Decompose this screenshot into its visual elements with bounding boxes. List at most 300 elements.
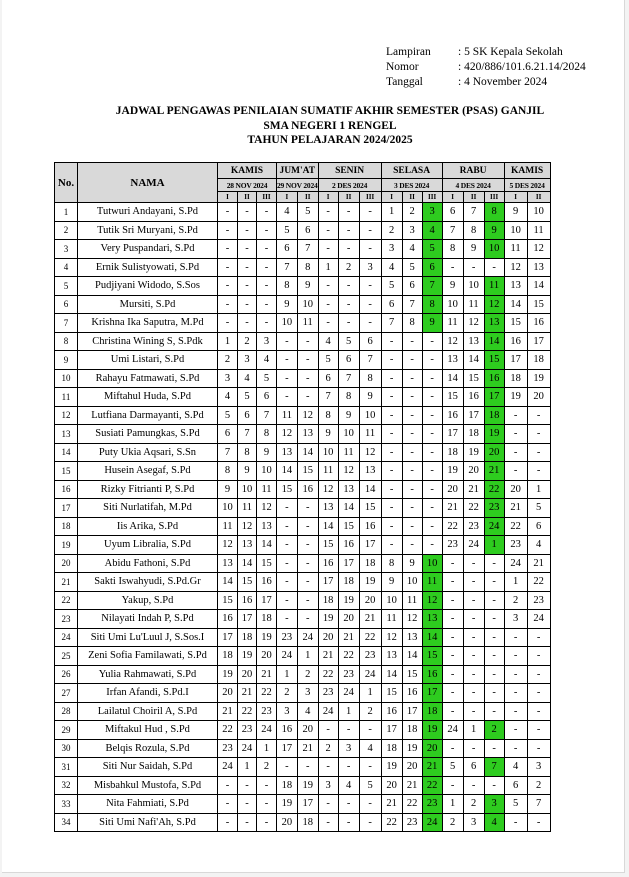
room-cell: 24 <box>463 536 484 555</box>
room-cell: - <box>218 795 238 814</box>
room-cell: 23 <box>277 628 298 647</box>
room-cell: - <box>422 517 442 536</box>
table-row <box>55 369 551 388</box>
room-cell: 24 <box>359 665 381 684</box>
room-cell: - <box>257 314 277 333</box>
room-cell: 20 <box>218 684 238 703</box>
room-cell: - <box>218 240 238 259</box>
room-cell: 3 <box>238 351 257 370</box>
room-cell: 20 <box>257 647 277 666</box>
room-cell: 19 <box>297 776 318 795</box>
room-cell: 19 <box>238 647 257 666</box>
room-cell: 14 <box>422 628 442 647</box>
row-number: 9 <box>55 351 78 370</box>
room-cell: 16 <box>297 480 318 499</box>
room-cell: 16 <box>381 702 402 721</box>
room-cell: 6 <box>402 277 422 296</box>
room-cell: 3 <box>463 813 484 832</box>
row-number: 20 <box>55 554 78 573</box>
room-cell: 10 <box>297 295 318 314</box>
room-cell: 4 <box>484 813 504 832</box>
date-header: 5 DES 2024 <box>504 179 550 192</box>
row-number: 7 <box>55 314 78 333</box>
room-cell: - <box>527 425 550 444</box>
room-cell: - <box>218 314 238 333</box>
room-cell: - <box>297 369 318 388</box>
room-cell: 9 <box>381 573 402 592</box>
room-cell: 3 <box>359 258 381 277</box>
room-cell: - <box>257 258 277 277</box>
room-cell: - <box>504 721 527 740</box>
room-cell: 23 <box>442 536 463 555</box>
room-cell: - <box>527 647 550 666</box>
room-cell: 16 <box>484 369 504 388</box>
room-cell: 16 <box>504 332 527 351</box>
room-cell: - <box>463 665 484 684</box>
room-cell: 16 <box>463 388 484 407</box>
room-cell: 13 <box>422 610 442 629</box>
room-cell: 21 <box>442 499 463 518</box>
room-cell: 6 <box>422 258 442 277</box>
room-cell: 24 <box>422 813 442 832</box>
room-cell: - <box>277 369 298 388</box>
room-cell: - <box>381 425 402 444</box>
row-number: 31 <box>55 758 78 777</box>
room-cell: 20 <box>442 480 463 499</box>
row-number: 22 <box>55 591 78 610</box>
room-cell: - <box>218 776 238 795</box>
room-cell: 9 <box>359 388 381 407</box>
room-cell: 10 <box>277 314 298 333</box>
table-row <box>55 591 551 610</box>
teacher-name: Irfan Afandi, S.Pd.I <box>78 684 218 703</box>
room-cell: - <box>338 203 359 222</box>
room-cell: 9 <box>442 277 463 296</box>
room-cell: - <box>381 499 402 518</box>
room-cell: - <box>484 647 504 666</box>
session-header: II <box>527 192 550 203</box>
teacher-name: Christina Wining S, S.Pdk <box>78 332 218 351</box>
document-meta <box>386 45 586 90</box>
session-header: II <box>297 192 318 203</box>
room-cell: - <box>527 684 550 703</box>
room-cell: 16 <box>277 721 298 740</box>
room-cell: 21 <box>257 665 277 684</box>
room-cell: 1 <box>338 702 359 721</box>
table-row <box>55 351 551 370</box>
room-cell: 18 <box>504 369 527 388</box>
room-cell: 9 <box>218 480 238 499</box>
session-header: I <box>277 192 298 203</box>
row-number: 19 <box>55 536 78 555</box>
room-cell: 15 <box>318 536 338 555</box>
table-row <box>55 295 551 314</box>
room-cell: - <box>422 388 442 407</box>
room-cell: 19 <box>504 388 527 407</box>
room-cell: 11 <box>318 462 338 481</box>
room-cell: - <box>381 332 402 351</box>
room-cell: 12 <box>277 425 298 444</box>
room-cell: - <box>257 240 277 259</box>
room-cell: 16 <box>257 573 277 592</box>
row-number: 23 <box>55 610 78 629</box>
room-cell: - <box>422 332 442 351</box>
table-row <box>55 388 551 407</box>
room-cell: 8 <box>381 554 402 573</box>
room-cell: 23 <box>318 684 338 703</box>
room-cell: - <box>463 258 484 277</box>
session-header: II <box>402 192 422 203</box>
room-cell: 15 <box>484 351 504 370</box>
room-cell: 5 <box>277 221 298 240</box>
date-header: 2 DES 2024 <box>318 179 381 192</box>
room-cell: 2 <box>218 351 238 370</box>
room-cell: 20 <box>422 739 442 758</box>
room-cell: 11 <box>218 517 238 536</box>
room-cell: 15 <box>257 554 277 573</box>
room-cell: - <box>402 388 422 407</box>
room-cell: - <box>238 295 257 314</box>
room-cell: 14 <box>402 647 422 666</box>
room-cell: 6 <box>338 351 359 370</box>
room-cell: 15 <box>277 480 298 499</box>
row-number: 32 <box>55 776 78 795</box>
table-row <box>55 277 551 296</box>
room-cell: 1 <box>527 480 550 499</box>
room-cell: 22 <box>338 647 359 666</box>
room-cell: - <box>402 425 422 444</box>
room-cell: 7 <box>297 240 318 259</box>
room-cell: - <box>277 536 298 555</box>
room-cell: 19 <box>442 462 463 481</box>
room-cell: - <box>218 221 238 240</box>
table-row <box>55 406 551 425</box>
room-cell: - <box>277 351 298 370</box>
row-number: 34 <box>55 813 78 832</box>
room-cell: - <box>318 221 338 240</box>
room-cell: - <box>504 628 527 647</box>
room-cell: 14 <box>381 665 402 684</box>
room-cell: 4 <box>422 221 442 240</box>
room-cell: - <box>442 665 463 684</box>
room-cell: 18 <box>218 647 238 666</box>
room-cell: 3 <box>277 702 298 721</box>
teacher-name: Iis Arika, S.Pd <box>78 517 218 536</box>
session-header: III <box>257 192 277 203</box>
room-cell: 11 <box>359 425 381 444</box>
room-cell: 23 <box>257 702 277 721</box>
room-cell: 3 <box>297 684 318 703</box>
room-cell: 18 <box>297 813 318 832</box>
room-cell: 19 <box>318 610 338 629</box>
room-cell: - <box>297 536 318 555</box>
room-cell: - <box>381 406 402 425</box>
room-cell: 2 <box>402 203 422 222</box>
room-cell: 9 <box>257 443 277 462</box>
room-cell: - <box>359 721 381 740</box>
room-cell: - <box>277 758 298 777</box>
teacher-name: Krishna Ika Saputra, M.Pd <box>78 314 218 333</box>
table-body <box>55 203 551 832</box>
room-cell: 15 <box>504 314 527 333</box>
room-cell: 10 <box>484 240 504 259</box>
room-cell: 15 <box>297 462 318 481</box>
room-cell: 1 <box>359 684 381 703</box>
room-cell: - <box>381 443 402 462</box>
room-cell: 23 <box>238 721 257 740</box>
room-cell: 1 <box>381 203 402 222</box>
teacher-name: Very Puspandari, S.Pd <box>78 240 218 259</box>
room-cell: 8 <box>422 295 442 314</box>
room-cell: - <box>297 758 318 777</box>
room-cell: - <box>527 443 550 462</box>
room-cell: - <box>277 499 298 518</box>
table-row <box>55 647 551 666</box>
day-header: SENIN <box>318 163 381 179</box>
room-cell: 21 <box>297 739 318 758</box>
table-row <box>55 332 551 351</box>
no-column-header: No. <box>55 163 78 203</box>
teacher-name: Abidu Fathoni, S.Pd <box>78 554 218 573</box>
room-cell: 16 <box>218 610 238 629</box>
meta-value: : 4 November 2024 <box>458 76 548 88</box>
room-cell: - <box>381 536 402 555</box>
meta-label: Tanggal <box>386 76 423 88</box>
room-cell: - <box>218 813 238 832</box>
room-cell: 15 <box>338 517 359 536</box>
row-number: 25 <box>55 647 78 666</box>
room-cell: - <box>504 665 527 684</box>
room-cell: 2 <box>527 776 550 795</box>
room-cell: 4 <box>238 369 257 388</box>
room-cell: 13 <box>442 351 463 370</box>
room-cell: 14 <box>218 573 238 592</box>
room-cell: - <box>257 295 277 314</box>
room-cell: - <box>527 628 550 647</box>
room-cell: - <box>318 758 338 777</box>
header-row-days <box>55 163 551 179</box>
room-cell: 6 <box>318 369 338 388</box>
teacher-name: Ernik Sulistyowati, S.Pd <box>78 258 218 277</box>
room-cell: 19 <box>359 573 381 592</box>
room-cell: - <box>402 351 422 370</box>
room-cell: 21 <box>359 610 381 629</box>
table-row <box>55 795 551 814</box>
table-row <box>55 684 551 703</box>
table-row <box>55 314 551 333</box>
row-number: 12 <box>55 406 78 425</box>
room-cell: 18 <box>484 406 504 425</box>
room-cell: 5 <box>257 369 277 388</box>
room-cell: - <box>463 591 484 610</box>
table-row <box>55 739 551 758</box>
room-cell: 7 <box>238 425 257 444</box>
teacher-name: Husein Asegaf, S.Pd <box>78 462 218 481</box>
teacher-name: Mursiti, S.Pd <box>78 295 218 314</box>
room-cell: 10 <box>402 573 422 592</box>
room-cell: 12 <box>381 628 402 647</box>
teacher-name: Rahayu Fatmawati, S.Pd <box>78 369 218 388</box>
room-cell: 7 <box>318 388 338 407</box>
room-cell: 20 <box>277 813 298 832</box>
row-number: 13 <box>55 425 78 444</box>
room-cell: 17 <box>238 610 257 629</box>
room-cell: 7 <box>277 258 298 277</box>
room-cell: 9 <box>422 314 442 333</box>
room-cell: 6 <box>381 295 402 314</box>
room-cell: - <box>422 369 442 388</box>
room-cell: 11 <box>504 240 527 259</box>
room-cell: 8 <box>442 240 463 259</box>
room-cell: 8 <box>338 388 359 407</box>
teacher-name: Siti Umi Nafi'Ah, S.Pd <box>78 813 218 832</box>
room-cell: 23 <box>422 795 442 814</box>
room-cell: 22 <box>442 517 463 536</box>
room-cell: 13 <box>484 314 504 333</box>
room-cell: - <box>238 258 257 277</box>
room-cell: 23 <box>504 536 527 555</box>
room-cell: 15 <box>359 499 381 518</box>
room-cell: 20 <box>463 462 484 481</box>
room-cell: 7 <box>484 758 504 777</box>
room-cell: - <box>338 314 359 333</box>
session-header: I <box>318 192 338 203</box>
room-cell: - <box>442 702 463 721</box>
teacher-name: Tutik Sri Muryani, S.Pd <box>78 221 218 240</box>
room-cell: - <box>402 369 422 388</box>
room-cell: - <box>463 739 484 758</box>
room-cell: 2 <box>277 684 298 703</box>
table-row <box>55 813 551 832</box>
room-cell: 9 <box>484 221 504 240</box>
room-cell: 24 <box>504 554 527 573</box>
room-cell: 19 <box>257 628 277 647</box>
room-cell: 1 <box>504 573 527 592</box>
room-cell: - <box>484 665 504 684</box>
room-cell: - <box>402 499 422 518</box>
room-cell: 7 <box>442 221 463 240</box>
room-cell: 12 <box>297 406 318 425</box>
room-cell: 11 <box>402 591 422 610</box>
room-cell: - <box>442 684 463 703</box>
teacher-name: Miftahul Huda, S.Pd <box>78 388 218 407</box>
room-cell: - <box>527 665 550 684</box>
room-cell: - <box>359 758 381 777</box>
room-cell: 13 <box>504 277 527 296</box>
room-cell: 1 <box>484 536 504 555</box>
session-header: III <box>422 192 442 203</box>
room-cell: 3 <box>338 739 359 758</box>
teacher-name: Nita Fahmiati, S.Pd <box>78 795 218 814</box>
room-cell: - <box>504 739 527 758</box>
teacher-name: Zeni Sofia Familawati, S.Pd <box>78 647 218 666</box>
room-cell: - <box>277 554 298 573</box>
room-cell: - <box>463 610 484 629</box>
room-cell: 10 <box>218 499 238 518</box>
row-number: 4 <box>55 258 78 277</box>
teacher-name: Uyum Libralia, S.Pd <box>78 536 218 555</box>
room-cell: 16 <box>318 554 338 573</box>
room-cell: 19 <box>484 425 504 444</box>
room-cell: 3 <box>402 221 422 240</box>
room-cell: - <box>504 647 527 666</box>
room-cell: 15 <box>463 369 484 388</box>
room-cell: 17 <box>338 554 359 573</box>
room-cell: - <box>318 813 338 832</box>
room-cell: 21 <box>338 628 359 647</box>
room-cell: 21 <box>218 702 238 721</box>
room-cell: 13 <box>463 332 484 351</box>
room-cell: 23 <box>527 591 550 610</box>
title-line-3: TAHUN PELAJARAN 2024/2025 <box>247 134 413 146</box>
room-cell: 23 <box>402 813 422 832</box>
room-cell: - <box>338 277 359 296</box>
room-cell: 2 <box>257 758 277 777</box>
room-cell: 22 <box>402 795 422 814</box>
room-cell: - <box>238 240 257 259</box>
room-cell: 5 <box>338 332 359 351</box>
room-cell: 12 <box>527 240 550 259</box>
room-cell: 13 <box>318 499 338 518</box>
teacher-name: Yakup, S.Pd <box>78 591 218 610</box>
room-cell: 23 <box>463 517 484 536</box>
teacher-name: Pudjiyani Widodo, S.Sos <box>78 277 218 296</box>
row-number: 14 <box>55 443 78 462</box>
room-cell: 9 <box>297 277 318 296</box>
room-cell: - <box>442 647 463 666</box>
teacher-name: Susiati Pamungkas, S.Pd <box>78 425 218 444</box>
room-cell: 5 <box>318 351 338 370</box>
room-cell: 11 <box>338 443 359 462</box>
room-cell: - <box>484 776 504 795</box>
room-cell: 20 <box>359 591 381 610</box>
room-cell: - <box>318 277 338 296</box>
session-header: III <box>484 192 504 203</box>
room-cell: - <box>318 721 338 740</box>
room-cell: - <box>422 406 442 425</box>
room-cell: 10 <box>381 591 402 610</box>
room-cell: - <box>318 314 338 333</box>
room-cell: - <box>463 684 484 703</box>
table-row <box>55 628 551 647</box>
room-cell: 9 <box>463 240 484 259</box>
room-cell: 13 <box>359 462 381 481</box>
room-cell: 20 <box>504 480 527 499</box>
row-number: 10 <box>55 369 78 388</box>
room-cell: - <box>277 573 298 592</box>
row-number: 24 <box>55 628 78 647</box>
room-cell: 6 <box>442 203 463 222</box>
room-cell: - <box>338 221 359 240</box>
room-cell: 22 <box>422 776 442 795</box>
session-header: I <box>442 192 463 203</box>
room-cell: 20 <box>484 443 504 462</box>
room-cell: 11 <box>257 480 277 499</box>
room-cell: 23 <box>338 665 359 684</box>
room-cell: 6 <box>218 425 238 444</box>
room-cell: - <box>504 443 527 462</box>
room-cell: - <box>359 221 381 240</box>
room-cell: 24 <box>484 517 504 536</box>
room-cell: 5 <box>297 203 318 222</box>
room-cell: - <box>297 332 318 351</box>
table-row <box>55 443 551 462</box>
room-cell: 14 <box>504 295 527 314</box>
document-page <box>2 0 625 873</box>
room-cell: - <box>297 610 318 629</box>
room-cell: - <box>297 499 318 518</box>
room-cell: - <box>218 258 238 277</box>
